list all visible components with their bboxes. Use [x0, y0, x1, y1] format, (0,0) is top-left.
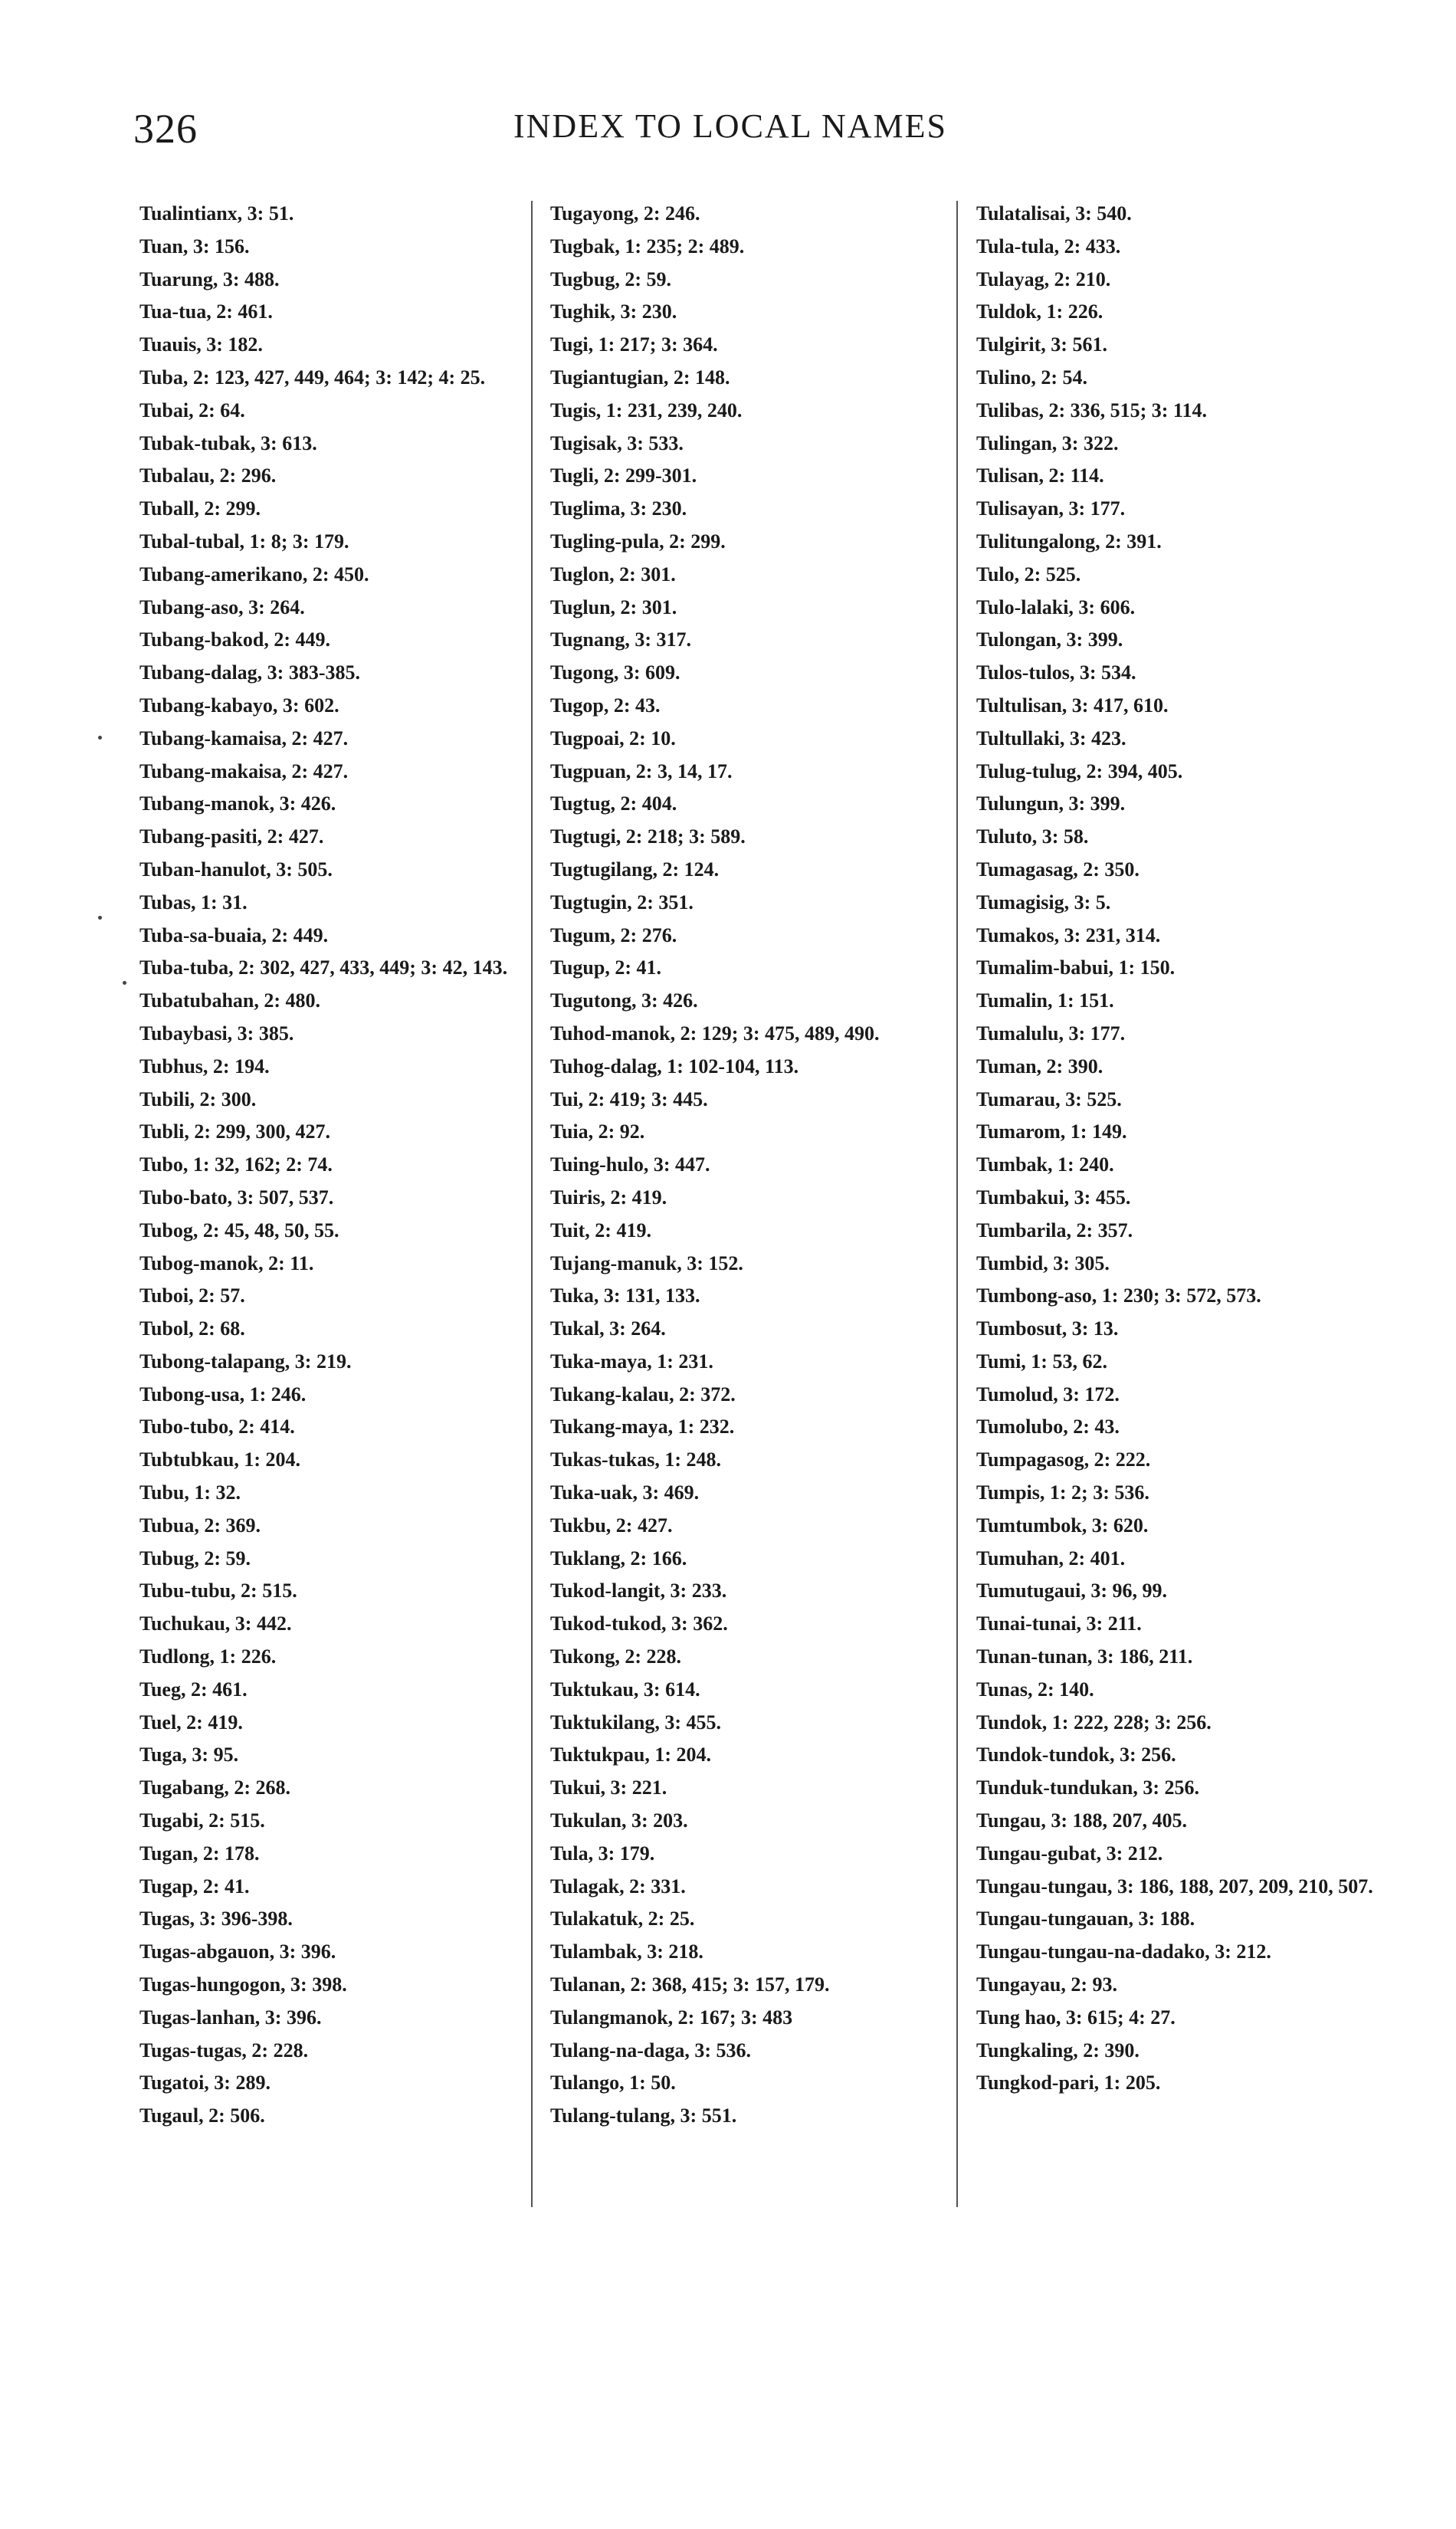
index-entry: Tugas-hungogon, 3: 398.: [139, 1973, 347, 1996]
index-entry: Tugan, 2: 178.: [139, 1842, 260, 1865]
index-entry: Tukang-kalau, 2: 372.: [550, 1383, 736, 1406]
index-entry: Tuarung, 3: 488.: [139, 267, 280, 290]
index-column-2: [550, 198, 964, 2133]
index-entry: Tukui, 3: 221.: [550, 1776, 667, 1799]
index-entry: Tugpoai, 2: 10.: [550, 727, 676, 750]
index-entry: Tulangmanok, 2: 167; 3: 483: [550, 2006, 793, 2029]
index-entry: Tubalau, 2: 296.: [139, 464, 277, 487]
index-entry: Tubang-kamaisa, 2: 427.: [139, 727, 349, 750]
index-entry: Tuglima, 3: 230.: [550, 497, 687, 520]
index-entry: Tubili, 2: 300.: [139, 1087, 257, 1110]
index-entry: Tubaybasi, 3: 385.: [139, 1022, 294, 1045]
index-entry: Tukod-tukod, 3: 362.: [550, 1612, 728, 1635]
index-entry: Tuklang, 2: 166.: [550, 1547, 687, 1570]
index-entry: Tung hao, 3: 615; 4: 27.: [976, 2006, 1176, 2029]
index-entry: Tugtugi, 2: 218; 3: 589.: [550, 825, 746, 848]
index-entry: Tubatubahan, 2: 480.: [139, 989, 321, 1012]
index-entry: Tuba, 2: 123, 427, 449, 464; 3: 142; 4: 25.: [139, 366, 486, 389]
index-entry: Tugas-tugas, 2: 228.: [139, 2039, 309, 2062]
index-entry: Tubang-amerikano, 2: 450.: [139, 563, 369, 586]
index-entry: Tulatalisai, 3: 540.: [976, 202, 1132, 225]
index-entry: Tugis, 1: 231, 239, 240.: [550, 399, 743, 422]
index-entry: Tua-tua, 2: 461.: [139, 300, 273, 323]
index-entry: Tuball, 2: 299.: [139, 497, 261, 520]
index-entry: Tumpagasog, 2: 222.: [976, 1448, 1151, 1471]
index-entry: Tubog, 2: 45, 48, 50, 55.: [139, 1219, 339, 1242]
index-entry: Tuban-hanulot, 3: 505.: [139, 858, 333, 881]
index-entry: Tuba-sa-buaia, 2: 449.: [139, 923, 329, 946]
index-entry: Tukulan, 3: 203.: [550, 1809, 688, 1832]
index-entry: Tugap, 2: 41.: [139, 1875, 250, 1898]
index-entry: Tumarom, 1: 149.: [976, 1120, 1127, 1143]
index-entry: Tumolud, 3: 172.: [976, 1383, 1120, 1406]
index-entry: Tubak-tubak, 3: 613.: [139, 431, 317, 454]
index-entry: Tugnang, 3: 317.: [550, 628, 691, 651]
index-entry: Tukbu, 2: 427.: [550, 1514, 673, 1537]
column-divider: [531, 201, 533, 2207]
index-entry: Tuglun, 2: 301.: [550, 595, 677, 618]
index-entry: Tulango, 1: 50.: [550, 2071, 676, 2094]
page-number: 326: [133, 106, 198, 152]
index-entry: Tumbak, 1: 240.: [976, 1153, 1114, 1176]
index-entry: Tui, 2: 419; 3: 445.: [550, 1087, 708, 1110]
index-entry: Tubas, 1: 31.: [139, 891, 248, 914]
index-entry: Tulo-lalaki, 3: 606.: [976, 595, 1136, 618]
index-entry: Tuman, 2: 390.: [976, 1055, 1103, 1078]
index-entry: Tunai-tunai, 3: 211.: [976, 1612, 1142, 1635]
index-entry: Tugong, 3: 609.: [550, 661, 680, 684]
index-entry: Tumbosut, 3: 13.: [976, 1317, 1119, 1340]
index-entry: Tukas-tukas, 1: 248.: [550, 1448, 722, 1471]
index-entry: Tulisan, 2: 114.: [976, 464, 1104, 487]
index-entry: Tuglon, 2: 301.: [550, 563, 676, 586]
index-entry: Tugi, 1: 217; 3: 364.: [550, 333, 718, 356]
index-entry: Tuboi, 2: 57.: [139, 1284, 245, 1307]
index-entry: Tumagisig, 3: 5.: [976, 891, 1111, 914]
index-entry: Tubo-bato, 3: 507, 537.: [139, 1186, 334, 1209]
index-entry: Tulibas, 2: 336, 515; 3: 114.: [976, 399, 1207, 422]
index-entry: Tugtugin, 2: 351.: [550, 891, 694, 914]
index-entry: Tubug, 2: 59.: [139, 1547, 251, 1570]
index-entry: Tubo, 1: 32, 162; 2: 74.: [139, 1153, 333, 1176]
index-entry: Tuit, 2: 419.: [550, 1219, 651, 1242]
index-entry: Tulagak, 2: 331.: [550, 1875, 686, 1898]
index-entry: Tuldok, 1: 226.: [976, 300, 1103, 323]
index-entry: Tugop, 2: 43.: [550, 694, 661, 717]
index-entry: Tuka, 3: 131, 133.: [550, 1284, 700, 1307]
index-entry: Tuchukau, 3: 442.: [139, 1612, 292, 1635]
index-entry: Tundok-tundok, 3: 256.: [976, 1743, 1176, 1766]
index-entry: Tungau, 3: 188, 207, 405.: [976, 1809, 1187, 1832]
print-speck: [98, 916, 102, 920]
index-entry: Tulayag, 2: 210.: [976, 267, 1111, 290]
index-entry: Tumi, 1: 53, 62.: [976, 1350, 1107, 1373]
index-entry: Tuel, 2: 419.: [139, 1711, 243, 1734]
index-entry: Tumolubo, 2: 43.: [976, 1415, 1120, 1438]
index-entry: Tugatoi, 3: 289.: [139, 2071, 271, 2094]
index-entry: Tudlong, 1: 226.: [139, 1645, 277, 1668]
index-entry: Tulingan, 3: 322.: [976, 431, 1119, 454]
index-entry: Tuan, 3: 156.: [139, 235, 250, 257]
print-speck: [123, 981, 126, 985]
index-entry: Tubang-bakod, 2: 449.: [139, 628, 331, 651]
index-entry: Tukal, 3: 264.: [550, 1317, 666, 1340]
index-entry: Tugup, 2: 41.: [550, 956, 661, 979]
index-entry: Tuga, 3: 95.: [139, 1743, 239, 1766]
index-entry: Tugas-abgauon, 3: 396.: [139, 1940, 336, 1963]
index-entry: Tuka-maya, 1: 231.: [550, 1350, 713, 1373]
index-entry: Tubai, 2: 64.: [139, 399, 245, 422]
column-divider: [956, 201, 958, 2207]
index-entry: Tubang-dalag, 3: 383-385.: [139, 661, 360, 684]
index-entry: Tumbid, 3: 305.: [976, 1251, 1110, 1274]
index-entry: Tubo-tubo, 2: 414.: [139, 1415, 295, 1438]
index-entry: Tugayong, 2: 246.: [550, 202, 700, 225]
index-entry: Tula, 3: 179.: [550, 1842, 655, 1865]
index-entry: Tugutong, 3: 426.: [550, 989, 698, 1012]
running-head: INDEX TO LOCAL NAMES: [513, 107, 947, 145]
index-entry: Tubhus, 2: 194.: [139, 1055, 270, 1078]
index-entry: Tumtumbok, 3: 620.: [976, 1514, 1149, 1537]
index-entry: Tumagasag, 2: 350.: [976, 858, 1140, 881]
index-entry: Tugiantugian, 2: 148.: [550, 366, 730, 389]
index-entry: Tuauis, 3: 182.: [139, 333, 263, 356]
index-entry: Tunan-tunan, 3: 186, 211.: [976, 1645, 1193, 1668]
print-speck: [98, 736, 102, 740]
index-entry: Tungau-gubat, 3: 212.: [976, 1842, 1163, 1865]
index-entry: Tuluto, 3: 58.: [976, 825, 1089, 848]
index-entry: Tughik, 3: 230.: [550, 300, 677, 323]
index-entry: Tugling-pula, 2: 299.: [550, 530, 726, 553]
index-entry: Tungkaling, 2: 390.: [976, 2039, 1140, 2062]
index-entry: Tulungun, 3: 399.: [976, 792, 1126, 815]
index-entry: Tubang-pasiti, 2: 427.: [139, 825, 324, 848]
index-entry: Tugli, 2: 299-301.: [550, 464, 697, 487]
index-entry: Tungau-tungauan, 3: 188.: [976, 1907, 1195, 1930]
index-entry: Tultulisan, 3: 417, 610.: [976, 694, 1169, 717]
index-entry: Tungau-tungau-na-dadako, 3: 212.: [976, 1940, 1271, 1963]
index-entry: Tungayau, 2: 93.: [976, 1973, 1117, 1996]
index-entry: Tulos-tulos, 3: 534.: [976, 661, 1136, 684]
index-entry: Tubong-talapang, 3: 219.: [139, 1350, 352, 1373]
index-entry: Tumutugaui, 3: 96, 99.: [976, 1579, 1167, 1602]
index-entry: Tugbak, 1: 235; 2: 489.: [550, 235, 745, 257]
index-entry: Tumpis, 1: 2; 3: 536.: [976, 1481, 1149, 1504]
index-entry: Tulang-na-daga, 3: 536.: [550, 2039, 751, 2062]
index-entry: Tuiris, 2: 419.: [550, 1186, 667, 1209]
index-entry: Tualintianx, 3: 51.: [139, 202, 294, 225]
index-entry: Tubu, 1: 32.: [139, 1481, 241, 1504]
index-entry: Tubang-manok, 3: 426.: [139, 792, 336, 815]
index-entry: Tuktukpau, 1: 204.: [550, 1743, 712, 1766]
index-entry: Tulongan, 3: 399.: [976, 628, 1123, 651]
index-entry: Tugabang, 2: 268.: [139, 1776, 290, 1799]
index-entry: Tugabi, 2: 515.: [139, 1809, 265, 1832]
index-entry: Tugum, 2: 276.: [550, 923, 677, 946]
index-entry: Tumakos, 3: 231, 314.: [976, 923, 1161, 946]
index-entry: Tungau-tungau, 3: 186, 188, 207, 209, 210, 507.: [976, 1875, 1373, 1898]
index-entry: Tuia, 2: 92.: [550, 1120, 645, 1143]
index-entry: Tuka-uak, 3: 469.: [550, 1481, 700, 1504]
index-entry: Tuhog-dalag, 1: 102-104, 113.: [550, 1055, 799, 1078]
index-entry: Tulanan, 2: 368, 415; 3: 157, 179.: [550, 1973, 830, 1996]
index-entry: Tubu-tubu, 2: 515.: [139, 1579, 297, 1602]
index-entry: Tundok, 1: 222, 228; 3: 256.: [976, 1711, 1212, 1734]
index-entry: Tuktukau, 3: 614.: [550, 1678, 700, 1701]
index-entry: Tubua, 2: 369.: [139, 1514, 261, 1537]
index-entry: Tukod-langit, 3: 233.: [550, 1579, 727, 1602]
index-entry: Tueg, 2: 461.: [139, 1678, 248, 1701]
index-entry: Tulang-tulang, 3: 551.: [550, 2104, 737, 2127]
index-column-1: [139, 198, 515, 2133]
index-entry: Tugisak, 3: 533.: [550, 431, 684, 454]
index-entry: Tubang-aso, 3: 264.: [139, 595, 305, 618]
index-entry: Tukang-maya, 1: 232.: [550, 1415, 735, 1438]
index-entry: Tugtug, 2: 404.: [550, 792, 677, 815]
index-entry: Tumbakui, 3: 455.: [976, 1186, 1131, 1209]
index-entry: Tubang-makaisa, 2: 427.: [139, 759, 349, 782]
index-entry: Tubang-kabayo, 3: 602.: [139, 694, 339, 717]
index-entry: Tugas-lanhan, 3: 396.: [139, 2006, 322, 2029]
index-entry: Tumuhan, 2: 401.: [976, 1547, 1126, 1570]
index-entry: Tulug-tulug, 2: 394, 405.: [976, 759, 1183, 782]
index-entry: Tumalin, 1: 151.: [976, 989, 1114, 1012]
index-entry: Tubtubkau, 1: 204.: [139, 1448, 301, 1471]
index-entry: Tunas, 2: 140.: [976, 1678, 1094, 1701]
index-entry: Tubal-tubal, 1: 8; 3: 179.: [139, 530, 349, 553]
index-entry: Tumbarila, 2: 357.: [976, 1219, 1133, 1242]
index-entry: Tugas, 3: 396-398.: [139, 1907, 293, 1930]
index-entry: Tuhod-manok, 2: 129; 3: 475, 489, 490.: [550, 1022, 880, 1045]
index-entry: Tugbug, 2: 59.: [550, 267, 671, 290]
index-entry: Tulambak, 3: 218.: [550, 1940, 703, 1963]
index-entry: Tubol, 2: 68.: [139, 1317, 245, 1340]
index-entry: Tubog-manok, 2: 11.: [139, 1251, 314, 1274]
index-entry: Tulo, 2: 525.: [976, 563, 1081, 586]
index-entry: Tubong-usa, 1: 246.: [139, 1383, 307, 1406]
index-entry: Tugtugilang, 2: 124.: [550, 858, 720, 881]
index-entry: Tulakatuk, 2: 25.: [550, 1907, 695, 1930]
index-entry: Tujang-manuk, 3: 152.: [550, 1251, 743, 1274]
index-entry: Tumarau, 3: 525.: [976, 1087, 1122, 1110]
index-entry: Tubli, 2: 299, 300, 427.: [139, 1120, 330, 1143]
index-entry: Tumalulu, 3: 177.: [976, 1022, 1126, 1045]
index-entry: Tulgirit, 3: 561.: [976, 333, 1107, 356]
index-entry: Tula-tula, 2: 433.: [976, 235, 1121, 257]
index-entry: Tunduk-tundukan, 3: 256.: [976, 1776, 1199, 1799]
index-entry: Tuba-tuba, 2: 302, 427, 433, 449; 3: 42, 143.: [139, 956, 508, 979]
index-entry: Tungkod-pari, 1: 205.: [976, 2071, 1161, 2094]
index-entry: Tulitungalong, 2: 391.: [976, 530, 1162, 553]
index-entry: Tulisayan, 3: 177.: [976, 497, 1126, 520]
index-entry: Tugpuan, 2: 3, 14, 17.: [550, 759, 733, 782]
index-entry: Tumbong-aso, 1: 230; 3: 572, 573.: [976, 1284, 1261, 1307]
index-entry: Tuing-hulo, 3: 447.: [550, 1153, 710, 1176]
index-column-3: [976, 198, 1390, 2100]
index-entry: Tultullaki, 3: 423.: [976, 727, 1126, 750]
index-entry: Tugaul, 2: 506.: [139, 2104, 265, 2127]
index-entry: Tulino, 2: 54.: [976, 366, 1087, 389]
index-entry: Tumalim-babui, 1: 150.: [976, 956, 1176, 979]
index-entry: Tuktukilang, 3: 455.: [550, 1711, 722, 1734]
index-entry: Tukong, 2: 228.: [550, 1645, 681, 1668]
